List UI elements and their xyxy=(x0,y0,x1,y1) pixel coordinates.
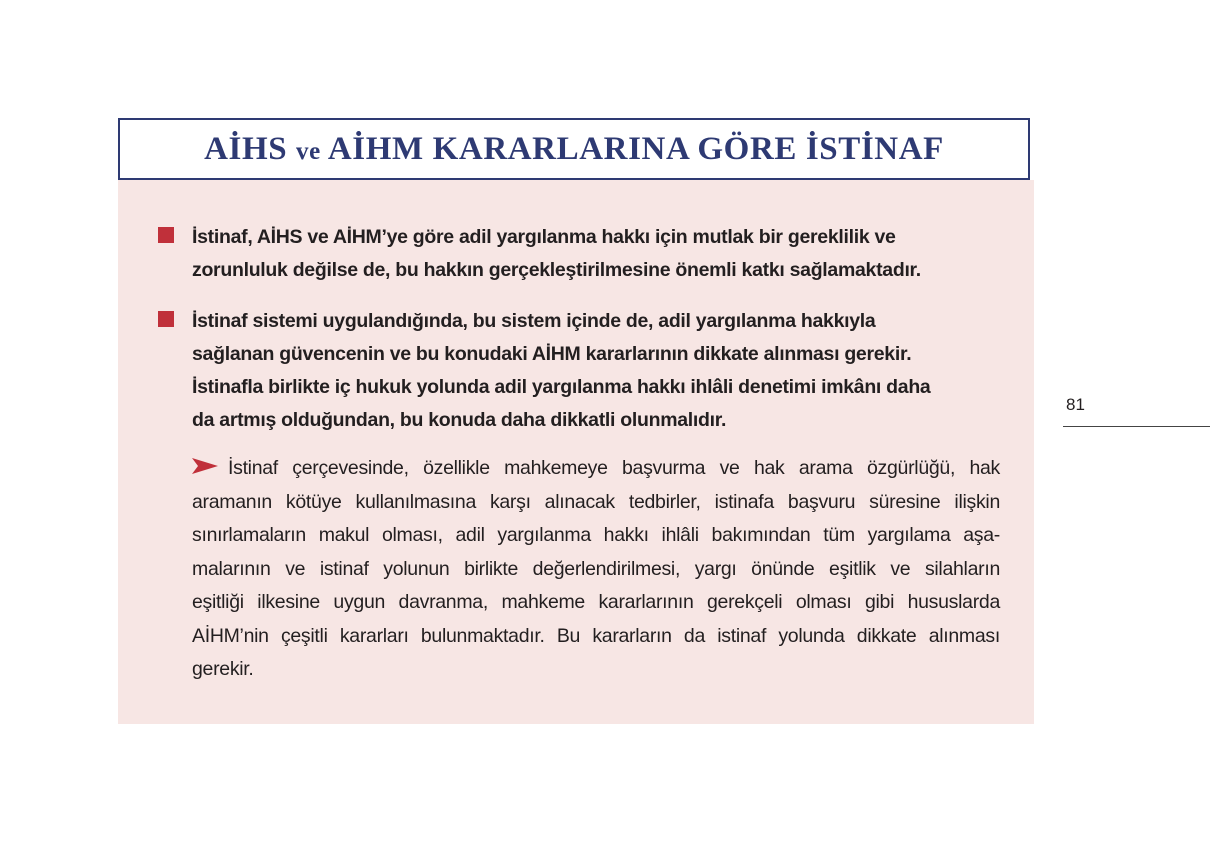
text-line: zorunluluk değilse de, bu hakkın gerçekleştirilmesine önemli katkı sağlamaktadır. xyxy=(192,259,921,281)
title-box xyxy=(118,118,1030,180)
content-box xyxy=(118,180,1034,724)
text-line: İstinafla birlikte iç hukuk yolunda adil yargılanma hakkı ihlâli denetimi imkânı daha xyxy=(192,376,931,398)
text-line: da artmış olduğundan, bu konuda daha dikkatli olunmalıdır. xyxy=(192,409,727,431)
page-title xyxy=(204,131,944,168)
bullet-text-2 xyxy=(192,305,1000,437)
title-part-ve: ve xyxy=(296,137,321,165)
text-line: İstinaf çerçevesinde, özellikle mahkemeye başvurma ve hak arama özgürlüğü, hak xyxy=(228,457,1000,479)
text-line: gerekir. xyxy=(192,658,254,680)
bullet-text-1 xyxy=(192,221,1000,287)
title-part-aihs: AİHS xyxy=(204,130,288,167)
note-paragraph xyxy=(192,452,1000,687)
arrow-icon xyxy=(192,457,218,475)
bullet-item-1 xyxy=(158,221,1000,287)
text-line: İstinaf, AİHS ve AİHM’ye göre adil yargılanma hakkı için mutlak bir gereklilik ve xyxy=(192,226,896,248)
text-line: malarının ve istinaf yolunun birlikte değerlendirilmesi, yargı önünde eşitlik ve silahların xyxy=(192,557,1000,580)
text-line: sınırlamaların makul olması, adil yargılanma hakkı ihlâli bakımından tüm yargılama aşa- xyxy=(192,524,1000,546)
bullet-item-2 xyxy=(158,305,1000,437)
title-part-rest: AİHM KARARLARINA GÖRE İSTİNAF xyxy=(327,130,944,167)
text-line-first xyxy=(192,452,1000,486)
page-number-rule xyxy=(1063,426,1210,427)
text-line: aramanın kötüye kullanılmasına karşı alınacak tedbirler, istinafa başvuru süresine ilişkin xyxy=(192,490,1000,513)
square-bullet-icon xyxy=(158,227,174,243)
square-bullet-icon xyxy=(158,311,174,327)
text-line: eşitliği ilkesine uygun davranma, mahkeme kararlarının gerekçeli olması gibi hususlarda xyxy=(192,591,1000,613)
text-line: sağlanan güvencenin ve bu konudaki AİHM kararlarının dikkate alınması gerekir. xyxy=(192,343,912,365)
page-number: 81 xyxy=(1066,395,1085,414)
text-line: İstinaf sistemi uygulandığında, bu sistem içinde de, adil yargılanma hakkıyla xyxy=(192,310,876,332)
text-line: AİHM’nin çeşitli kararları bulunmaktadır. Bu kararların da istinaf yolunda dikkate alınması xyxy=(192,624,1000,647)
